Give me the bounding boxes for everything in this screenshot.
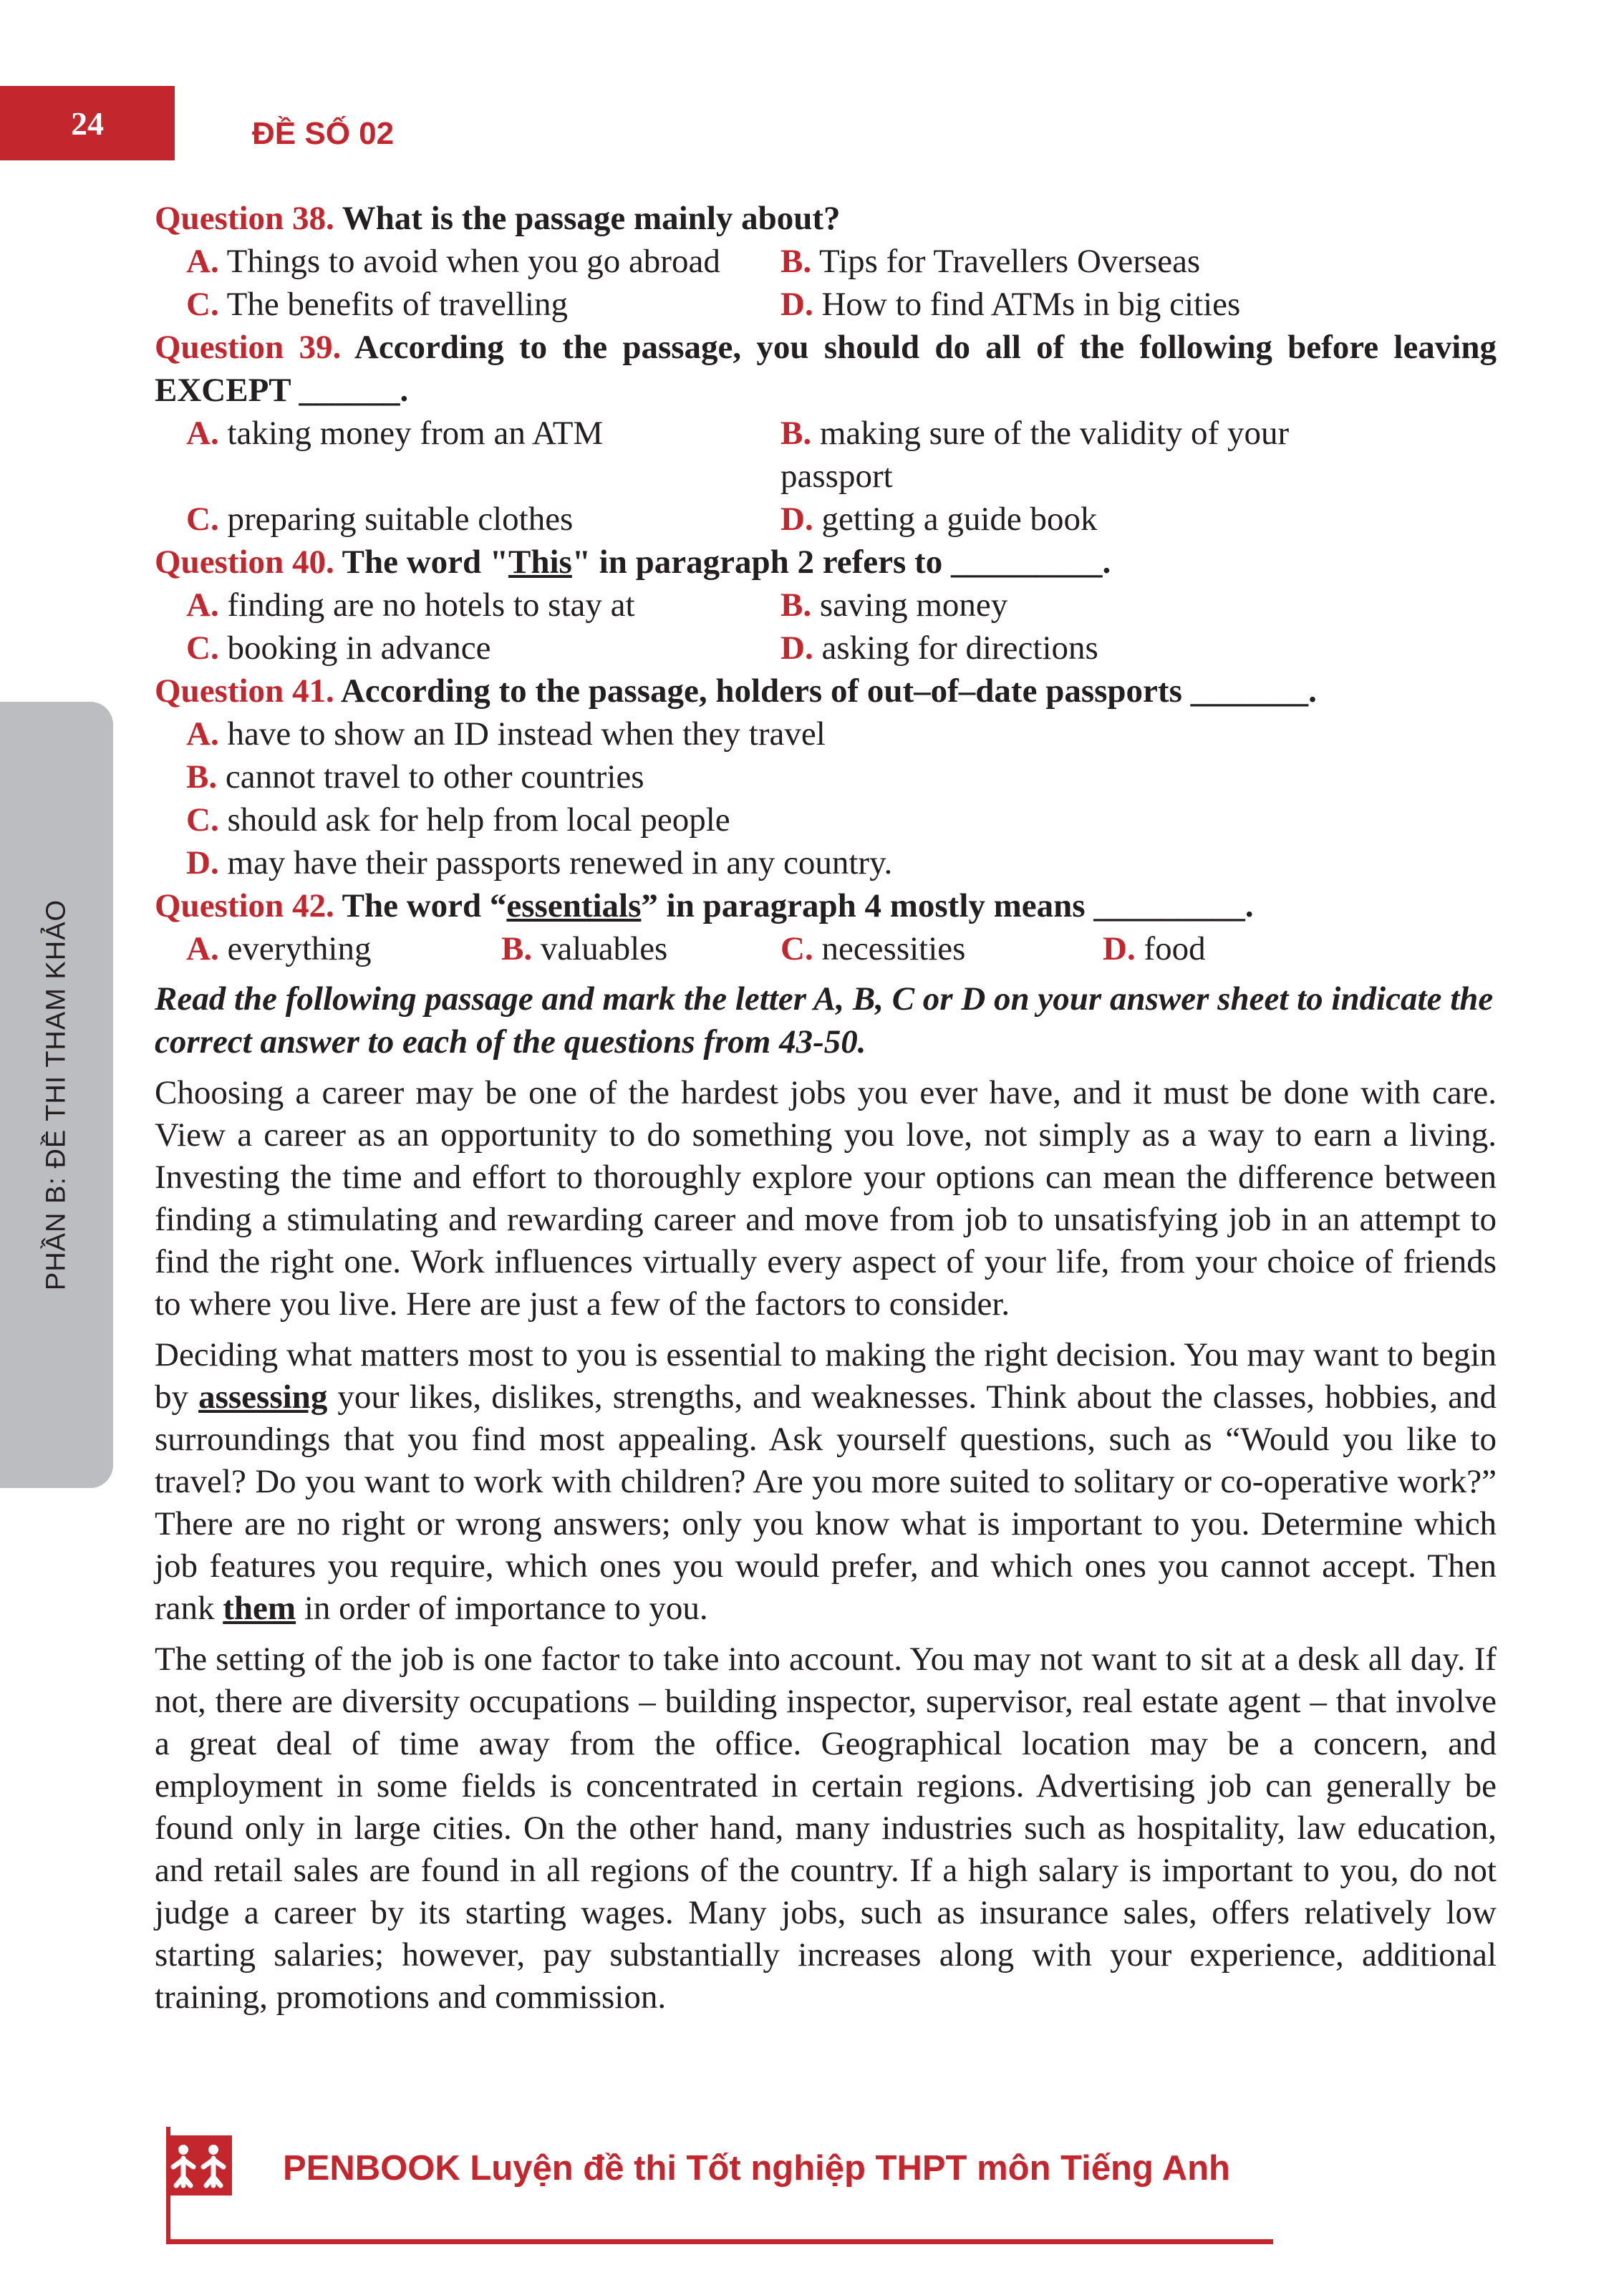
option: C. preparing suitable clothes [186,501,574,538]
option: B. Tips for Travellers Overseas [780,243,1201,280]
exam-title: ĐỀ SỐ 02 [252,116,395,151]
option: B. valuables [501,930,668,967]
question-40: Question 40. The word "This" in paragraph 2 refers to _________. [155,544,1111,581]
reading-instruction: Read the following passage and mark the letter A, B, C or D on your answer sheet to indicate the correct answer to each of the questions from 43-50. [155,980,1494,1061]
option: A. finding are no hotels to stay at [186,586,635,624]
option: D. may have their passports renewed in any country. [186,844,893,881]
options-row [155,412,1497,498]
page-number: 24 [0,86,175,160]
option: D. How to find ATMs in big cities [780,286,1241,323]
options-row [155,584,1497,627]
page-content [155,197,1497,2019]
options-row [155,627,1497,670]
option: A. everything [186,930,372,967]
side-tab-label: PHẦN B: ĐỀ THI THAM KHẢO [41,899,72,1291]
option: D. getting a guide book [780,501,1098,538]
question-41: Question 41. According to the passage, holders of out–of–date passports _______. [155,672,1317,710]
passage-paragraph-3: The setting of the job is one factor to take into account. You may not want to sit at a desk all day. If not, there are diversity occupations – building inspector, supervisor, real estate agent – that involve a great deal of time away from the office. Geographical location may be a concern, and employment in some fields is concentrated in certain regions. Advertising job can generally be found only in large cities. On the other hand, many industries such as hospitality, law education, and retail sales are found in all regions of the country. If a high salary is important to you, do not judge a career by its starting wages. Many jobs, such as insurance sales, offers relatively low starting salaries; however, pay substantially increases along with your experience, additional training, promotions and commission. [155,1641,1497,2016]
footer-title: PENBOOK Luyện đề thi Tốt nghiệp THPT môn Tiếng Anh [283,2149,1230,2188]
option: B. saving money [780,586,1008,624]
option: A. have to show an ID instead when they travel [186,715,826,753]
penbook-logo-icon [166,2135,232,2196]
options-row [155,283,1497,326]
question-38: Question 38. What is the passage mainly about? [155,200,841,237]
option: B. cannot travel to other countries [186,758,644,796]
option: C. The benefits of travelling [186,286,568,323]
option: D. food [1103,930,1206,967]
options-row [155,240,1497,283]
option: B. making sure of the validity of your passport [780,415,1290,495]
passage-paragraph-2: Deciding what matters most to you is essential to making the right decision. You may want to begin by assessing your likes, dislikes, strengths, and weaknesses. Think about the classes, hobbies, and surroundings that you find most appealing. Ask yourself questions, such as “Would you like to travel? Do you want to work with children? Are you more suited to solitary or co-operative work?” There are no right or wrong answers; only you know what is important to you. Determine which job features you require, which ones you would prefer, and which ones you cannot accept. Then rank them in order of importance to you. [155,1336,1497,1627]
option: C. should ask for help from local people [186,801,730,839]
options-row [155,927,1497,970]
option: A. Things to avoid when you go abroad [186,243,720,280]
question-42: Question 42. The word “essentials” in paragraph 4 mostly means _________. [155,887,1254,924]
option: D. asking for directions [780,629,1098,667]
footer-border-bottom [166,2239,1273,2244]
option: C. necessities [780,930,966,967]
question-39: Question 39. According to the passage, you should do all of the following before leaving EXCEPT ______. [155,329,1497,409]
passage-paragraph-1: Choosing a career may be one of the hardest jobs you ever have, and it must be done with care. View a career as an opportunity to do something you love, not simply as a way to earn a living. Investing the time and effort to thoroughly explore your options can mean the difference between finding a stimulating and rewarding career and move from job to unsatisfying job in an attempt to find the right one. Work influences virtually every aspect of your life, from your choice of friends to where you live. Here are just a few of the factors to consider. [155,1074,1497,1323]
option: C. booking in advance [186,629,491,667]
option: A. taking money from an ATM [186,415,604,452]
options-row [155,498,1497,541]
